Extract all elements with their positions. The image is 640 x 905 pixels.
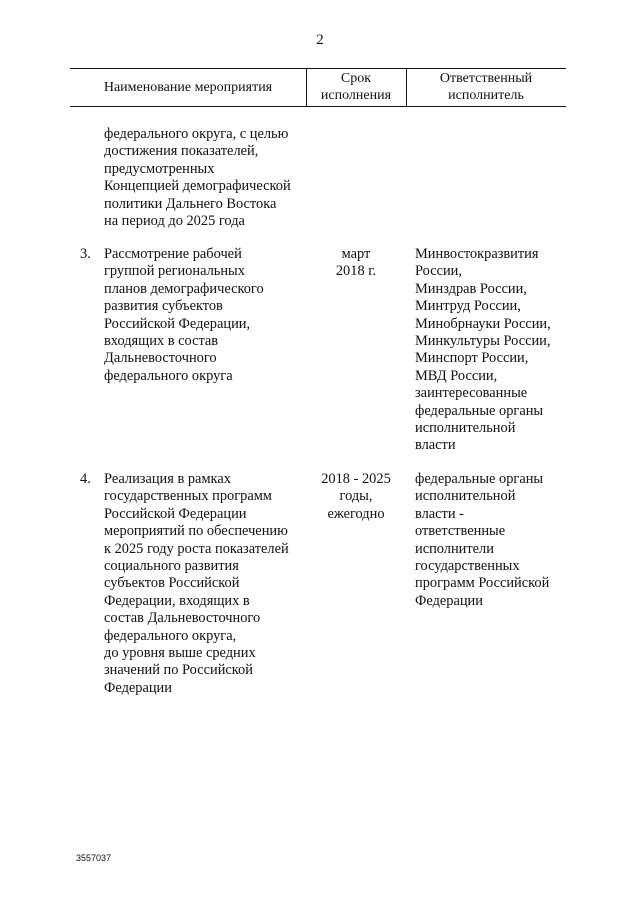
row-deadline: март 2018 г. — [335, 246, 377, 280]
row-text: Реализация в рамках государственных программ Российской Федерации мероприятий по обеспечению к 2025 году роста показателей социального развития субъектов Российской Федерации, входящих в состав Дальневосточного федерального округа, до уровня выше средних значений по Российской Федерации — [104, 471, 289, 696]
row-responsible: федеральные органы исполнительной власти - ответственные исполнители государственных программ Российской Федерации — [415, 471, 550, 609]
header-deadline: Срок исполнения — [320, 71, 392, 103]
header-responsible: Ответственный исполнитель — [439, 71, 533, 103]
header-bottom-rule — [70, 106, 566, 107]
row-number: 4. — [80, 471, 91, 487]
row-number: 3. — [80, 246, 91, 262]
page-number: 2 — [316, 32, 324, 48]
header-top-rule — [70, 68, 566, 69]
row-deadline: 2018 - 2025 годы, ежегодно — [321, 471, 391, 522]
document-code: 3557037 — [76, 853, 112, 863]
row-text: Рассмотрение рабочей группой региональных планов демографического развития субъектов Российской Федерации, входящих в состав Дальневосточного федерального округа — [104, 246, 264, 384]
header-name: Наименование мероприятия — [103, 80, 273, 95]
row-text: федерального округа, с целью достижения показателей, предусмотренных Концепцией демографической политики Дальнего Востока на период до 2025 года — [104, 126, 291, 230]
row-responsible: Минвостокразвития России, Минздрав России, Минтруд России, Минобрнауки России, Минкультуры России, Минспорт России, МВД России, заинтересованные федеральные органы исполнительной власти — [415, 246, 551, 454]
